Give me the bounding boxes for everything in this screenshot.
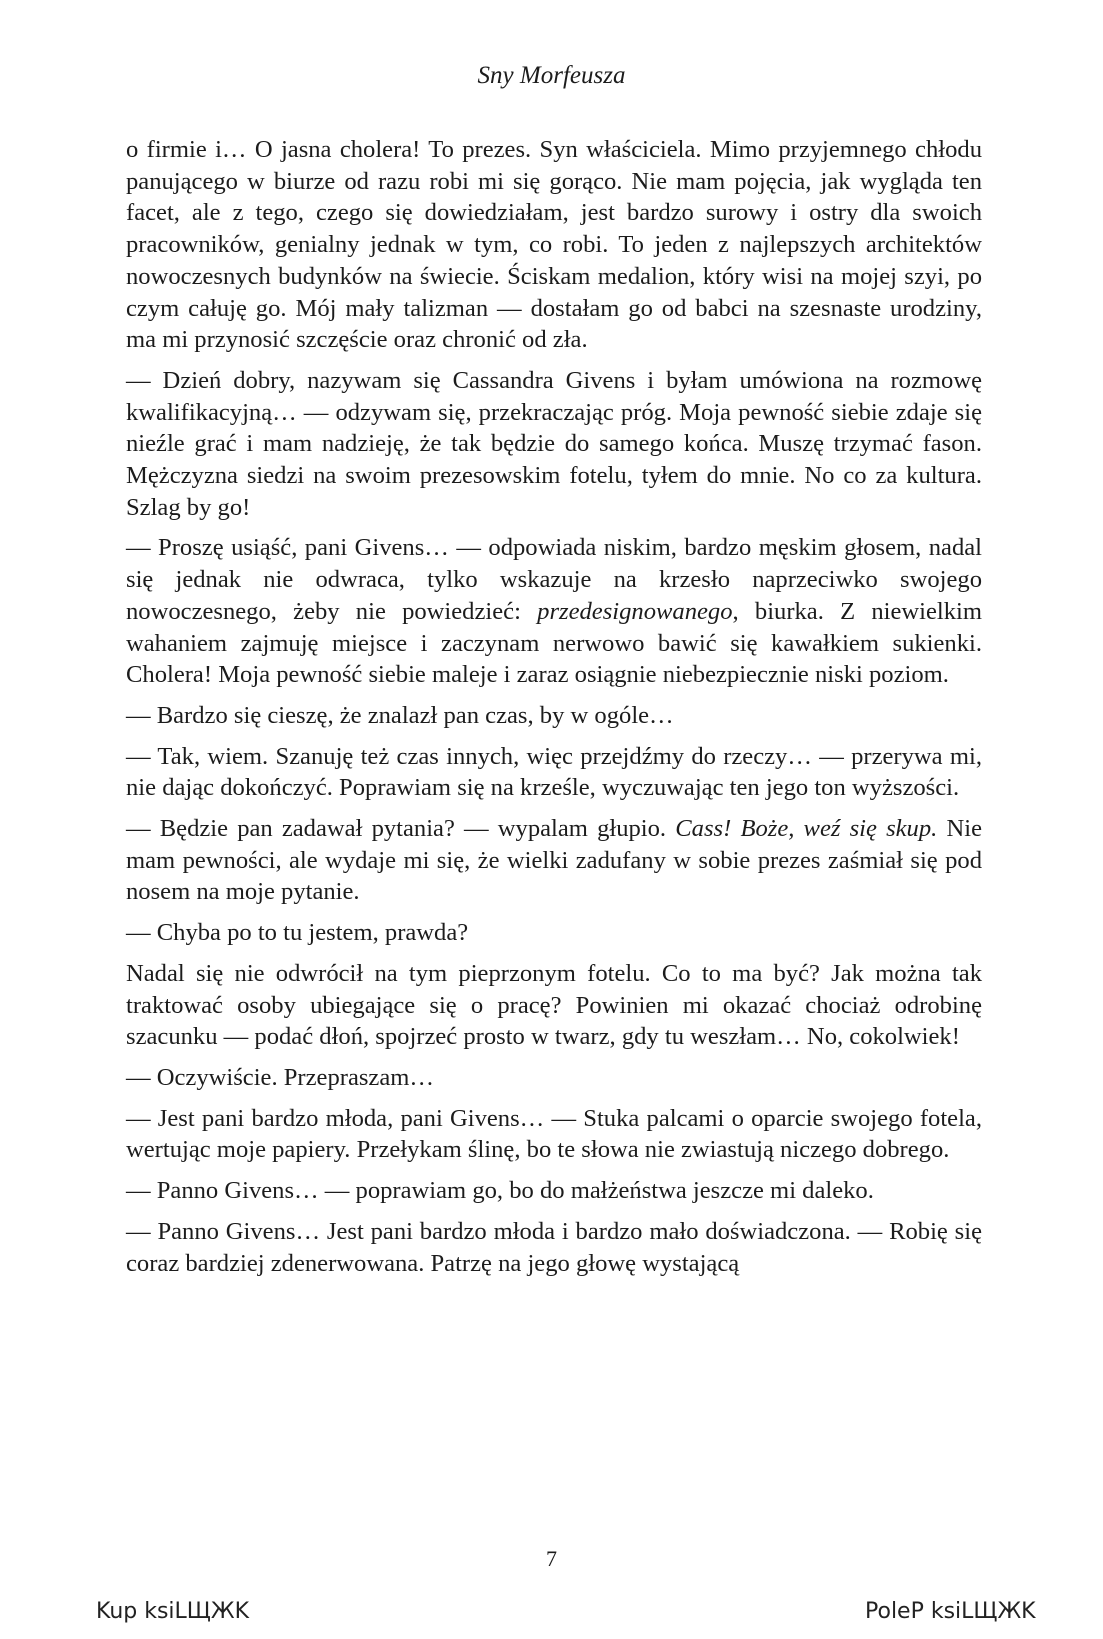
page-number: 7 bbox=[546, 1546, 557, 1571]
buy-book-link[interactable]: Kup ksiLЩЖK bbox=[96, 1599, 249, 1624]
paragraph: — Będzie pan zadawał pytania? — wypalam głupio. Cass! Boże, weź się skup. Nie mam pewności, ale wydaje mi się, że wielki zadufany w sobie prezes zaśmiał się pod nosem na moje pytanie. bbox=[126, 815, 982, 906]
running-title: Sny Morfeusza bbox=[477, 62, 626, 89]
recommend-book-link[interactable]: PoleP ksiLЩЖK bbox=[865, 1599, 1036, 1624]
paragraph: — Proszę usiąść, pani Givens… — odpowiada niskim, bardzo męskim głosem, nadal się jednak nie odwraca, tylko wskazuje na krzesło naprzeciwko swojego nowoczesnego, żeby nie powiedzieć: przedesignowanego, biurka. Z niewielkim wahaniem zajmuję miejsce i zaczynam nerwowo bawić się kawałkiem sukienki. Cholera! Moja pewność siebie maleje i zaraz osiągnie niebezpiecznie niski poziom. bbox=[126, 534, 982, 689]
paragraph: Nadal się nie odwrócił na tym pieprzonym fotelu. Co to ma być? Jak można tak traktować osoby ubiegające się o pracę? Powinien mi okazać chociaż odrobinę szacunku — podać dłoń, spojrzeć prosto w twarz, gdy tu weszłam… No, cokolwiek! bbox=[126, 959, 982, 1051]
paragraph: — Bardzo się cieszę, że znalazł pan czas, by w ogóle… bbox=[126, 701, 674, 729]
paragraph: — Panno Givens… Jest pani bardzo młoda i bardzo mało doświadczona. — Robię się coraz bardziej zdenerwowana. Patrzę na jego głowę wystającą bbox=[126, 1217, 982, 1277]
paragraph: — Chyba po to tu jestem, prawda? bbox=[126, 919, 469, 947]
paragraph: — Panno Givens… — poprawiam go, bo do małżeństwa jeszcze mi daleko. bbox=[126, 1177, 874, 1205]
paragraph: — Dzień dobry, nazywam się Cassandra Givens i byłam umówiona na rozmowę kwalifikacyjną… — odzywam się, przekraczając próg. Moja pewność siebie zdaje się nieźle grać i mam nadzieję, że tak będzie do samego końca. Muszę trzymać fason. Mężczyzna siedzi na swoim prezesowskim fotelu, tyłem do mnie. No co za kultura. Szlag by go! bbox=[126, 366, 982, 521]
paragraph: — Oczywiście. Przepraszam… bbox=[126, 1063, 434, 1091]
italic-word: przedesignowanego bbox=[537, 597, 733, 625]
italic-thought: Cass! Boże, weź się skup. bbox=[675, 815, 938, 843]
paragraph: — Tak, wiem. Szanuję też czas innych, więc przejdźmy do rzeczy… — przerywa mi, nie dając dokończyć. Poprawiam się na krześle, wyczuwając ten jego ton wyższości. bbox=[126, 742, 982, 802]
paragraph: — Jest pani bardzo młoda, pani Givens… — Stuka palcami o oparcie swojego fotela, wertując moje papiery. Przełykam ślinę, bo te słowa nie zwiastują niczego dobrego. bbox=[126, 1104, 982, 1164]
paragraph: o firmie i… O jasna cholera! To prezes. Syn właściciela. Mimo przyjemnego chłodu panującego w biurze od razu robi mi się gorąco. Nie mam pojęcia, jak wygląda ten facet, ale z tego, czego się dowiedziałam, jest bardzo surowy i ostry dla swoich pracowników, genialny jednak w tym, co robi. To jeden z najlepszych architektów nowoczesnych budynków na świecie. Ściskam medalion, który wisi na mojej szyi, po czym całuję go. Mój mały talizman — dostałam go od babci na szesnaste urodziny, ma mi przynosić szczęście oraz chronić od zła. bbox=[126, 136, 982, 354]
body-text bbox=[126, 134, 982, 1288]
